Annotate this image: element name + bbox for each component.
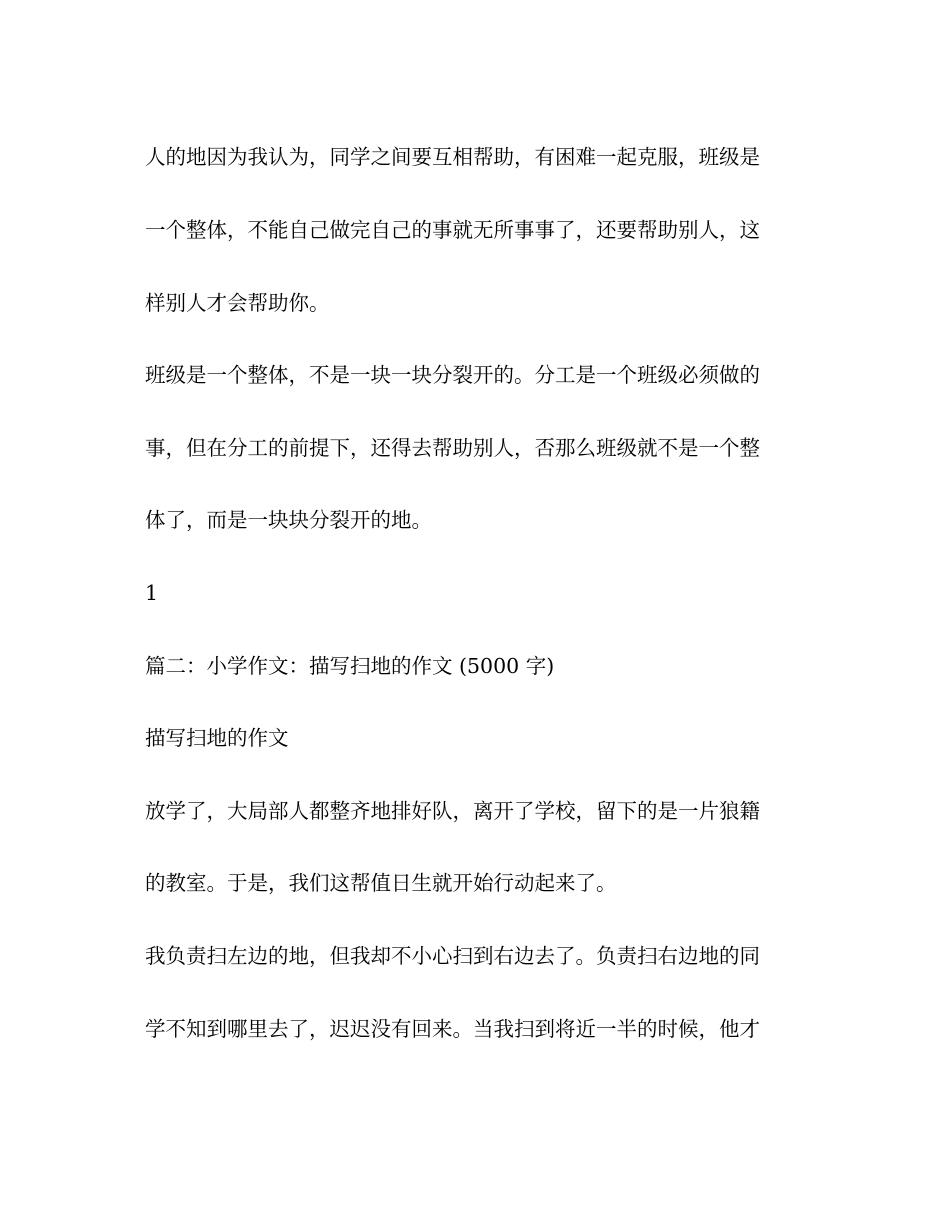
paragraph-line-5: 事，但在分工的前提下，还得去帮助别人，否那么班级就不是一个整 [145, 436, 760, 460]
paragraph-line-6: 体了，而是一块块分裂开的地。 [145, 508, 432, 532]
section-heading: 篇二：小学作文：描写扫地的作文 (5000 字) [145, 654, 555, 678]
paragraph-line-7: 放学了，大局部人都整齐地排好队，离开了学校，留下的是一片狼籍 [145, 799, 760, 823]
paragraph-line-8: 的教室。于是，我们这帮值日生就开始行动起来了。 [145, 871, 617, 895]
paragraph-line-9: 我负责扫左边的地，但我却不小心扫到右边去了。负责扫右边地的同 [145, 944, 760, 968]
paragraph-line-3: 样别人才会帮助你。 [145, 291, 330, 315]
essay-title: 描写扫地的作文 [145, 726, 289, 750]
paragraph-line-10: 学不知到哪里去了，迟迟没有回来。当我扫到将近一半的时候，他才 [145, 1017, 760, 1041]
paragraph-line-4: 班级是一个整体，不是一块一块分裂开的。分工是一个班级必须做的 [145, 363, 760, 387]
paragraph-line-2: 一个整体，不能自己做完自己的事就无所事事了，还要帮助别人，这 [145, 218, 760, 242]
paragraph-line-1: 人的地因为我认为，同学之间要互相帮助，有困难一起克服，班级是 [145, 145, 760, 169]
page-number: 1 [145, 581, 159, 605]
